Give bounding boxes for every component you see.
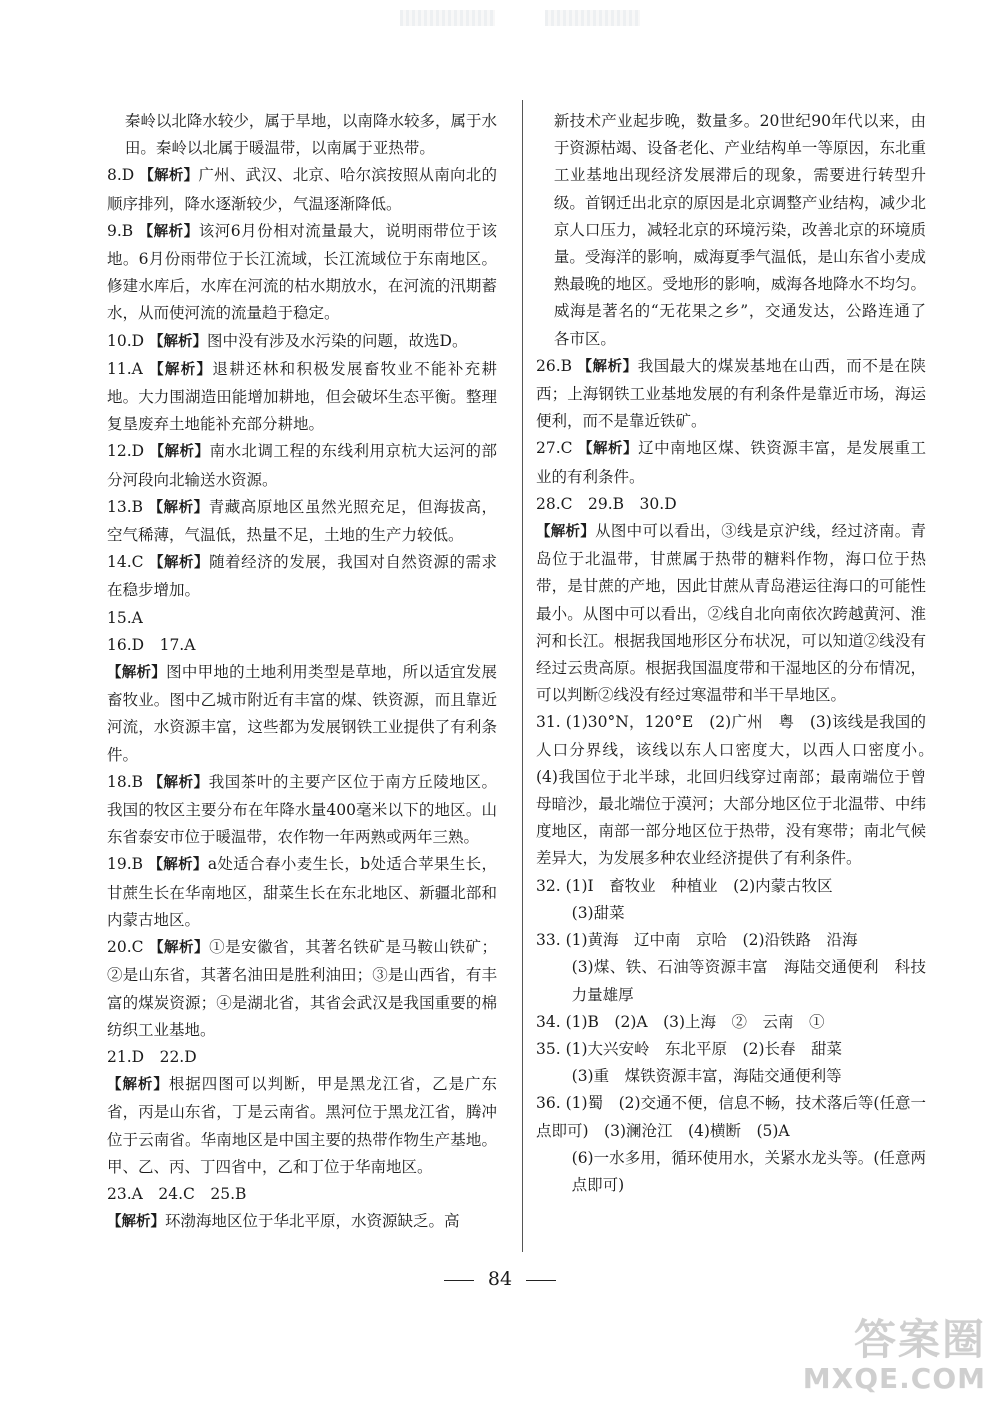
answer-item bbox=[107, 934, 497, 1044]
right-answer-column bbox=[536, 108, 942, 1199]
answer-item bbox=[107, 659, 497, 769]
analysis-tag: 【解析】 bbox=[138, 223, 199, 240]
answer-number: 11.A bbox=[107, 359, 150, 378]
answer-number: 18.B bbox=[107, 772, 149, 791]
answer-text: 青藏高原地区虽然光照充足，但海拔高，空气稀薄，气温低，热量不足，土地的生产力较低。 bbox=[107, 497, 497, 545]
analysis-tag: 【解析】 bbox=[149, 333, 208, 350]
analysis-tag: 【解析】 bbox=[536, 524, 596, 541]
answer-number: 19.B bbox=[107, 855, 149, 874]
top-scan-mark bbox=[400, 10, 495, 26]
analysis-tag: 【解析】 bbox=[139, 168, 199, 185]
watermark-title: 答案圈 bbox=[853, 1315, 986, 1364]
analysis-tag: 【解析】 bbox=[148, 857, 208, 874]
answer-text: (3)甜菜 bbox=[571, 903, 625, 922]
answer-item bbox=[107, 438, 497, 493]
answer-text: 我国茶叶的主要产区位于南方丘陵地区。我国的牧区主要分布在年降水量400毫米以下的地区。山东省泰安市位于暖温带，农作物一年两熟或两年三熟。 bbox=[107, 772, 497, 847]
answer-item bbox=[107, 218, 497, 328]
analysis-tag: 【解析】 bbox=[149, 444, 210, 461]
answer-item bbox=[107, 328, 497, 356]
answer-text: 辽中南地区煤、铁资源丰富，是发展重工业的有利条件。 bbox=[536, 439, 927, 486]
answer-item bbox=[107, 1071, 497, 1181]
answer-number: 20.C bbox=[107, 938, 149, 957]
answer-text: 退耕还林和积极发展畜牧业不能补充耕地。大力围湖造田能增加耕地，但会破坏生态平衡。整理复垦废弃土地能补充部分耕地。 bbox=[107, 359, 497, 434]
answer-number: 16.D 17.A bbox=[107, 635, 196, 654]
answer-text: a处适合春小麦生长，b处适合苹果生长，甘蔗生长在华南地区，甜菜生长在东北地区、新疆北部和内蒙古地区。 bbox=[107, 855, 498, 929]
answer-item bbox=[536, 900, 926, 927]
answer-text: 环渤海地区位于华北平原，水资源缺乏。高 bbox=[165, 1212, 460, 1231]
answer-text: 我国最大的煤炭基地在山西，而不是在陕西；上海钢铁工业基地发展的有利条件是靠近市场，海运便利，而不是靠近铁矿。 bbox=[536, 356, 926, 431]
answer-text: (1)B (2)A (3)上海 ② 云南 ① bbox=[565, 1012, 825, 1031]
answer-number: 8.D bbox=[107, 166, 140, 185]
answer-text: 该河6月份相对流量最大，说明雨带位于该地。6月份雨带位于长江流域，长江流域位于东南地区。修建水库后，水库在河流的枯水期放水，在河流的汛期蓄水，从而使河流的流量趋于稳定。 bbox=[107, 221, 498, 323]
answer-item bbox=[107, 108, 497, 162]
answer-number: 26.B bbox=[536, 356, 578, 375]
answer-number: 23.A 24.C 25.B bbox=[107, 1184, 247, 1203]
answer-item bbox=[536, 491, 926, 518]
answer-number: 35. bbox=[536, 1039, 566, 1058]
answer-text: 秦岭以北降水较少，属于旱地，以南降水较多，属于水田。秦岭以北属于暖温带，以南属于亚热带。 bbox=[124, 112, 497, 158]
answer-item bbox=[536, 927, 926, 954]
answer-item bbox=[107, 356, 497, 439]
analysis-tag: 【解析】 bbox=[577, 358, 638, 375]
left-answer-column bbox=[107, 108, 497, 1236]
answer-item bbox=[536, 108, 926, 353]
answer-number: 21.D 22.D bbox=[107, 1047, 197, 1066]
answer-number: 10.D bbox=[107, 331, 150, 350]
analysis-tag: 【解析】 bbox=[577, 441, 639, 458]
page-number-dash bbox=[444, 1280, 474, 1281]
answer-number: 14.C bbox=[107, 553, 149, 572]
answer-item bbox=[107, 494, 497, 549]
answer-item bbox=[536, 518, 926, 709]
answer-text: (6)一水多用，循环使用水，关紧水龙头等。(任意两点即可) bbox=[571, 1148, 926, 1194]
answer-item bbox=[536, 1063, 926, 1090]
answer-number: 28.C 29.B 30.D bbox=[536, 494, 677, 513]
analysis-tag: 【解析】 bbox=[148, 940, 210, 957]
page-number-dash bbox=[526, 1280, 556, 1281]
analysis-tag: 【解析】 bbox=[149, 361, 213, 378]
answer-number: 31. bbox=[536, 713, 566, 732]
analysis-tag: 【解析】 bbox=[107, 1077, 169, 1094]
answer-number: 15.A bbox=[107, 608, 143, 627]
answer-item bbox=[107, 632, 497, 659]
answer-item bbox=[107, 549, 497, 604]
answer-text: (3)重 煤铁资源丰富，海陆交通便利等 bbox=[571, 1067, 842, 1086]
answer-item bbox=[107, 769, 497, 852]
answer-item bbox=[107, 162, 497, 217]
answer-item bbox=[536, 435, 926, 490]
page-number bbox=[0, 1268, 1000, 1290]
answer-item bbox=[536, 1036, 926, 1063]
answer-text: (1)蜀 (2)交通不便，信息不畅，技术落后等(任意一点即可) (3)澜沧江 (4)横断 (5)A bbox=[536, 1094, 927, 1140]
answer-text: 新技术产业起步晚，数量多。20世纪90年代以来，由于资源枯竭、设备老化、产业结构单一等原因，东北重工业基地出现经济发展滞后的现象，需要进行转型升级。首钢迁出北京的原因是北京调整产业结构，减少北京人口压力，减轻北京的环境污染，改善北京的环境质量。受海洋的影响，威海夏季气温低，是山东省小麦成熟最晚的地区。受地形的影响，威海各地降水不均匀。威海是著名的“无花果之乡”，交通发达，公路连通了各市区。 bbox=[553, 112, 926, 348]
answer-number: 27.C bbox=[536, 439, 578, 458]
answer-text: 随着经济的发展，我国对自然资源的需求在稳步增加。 bbox=[107, 553, 498, 600]
answer-item bbox=[536, 1009, 926, 1036]
answer-item bbox=[536, 954, 926, 1008]
answer-text: (1)大兴安岭 东北平原 (2)长春 甜菜 bbox=[565, 1039, 842, 1058]
answer-item bbox=[107, 1208, 497, 1236]
answer-text: (1)黄海 辽中南 京哈 (2)沿铁路 沿海 bbox=[565, 931, 858, 950]
answer-text: 从图中可以看出，③线是京沪线，经过济南。青岛位于北温带，甘蔗属于热带的糖料作物，海口位于热带，是甘蔗的产地，因此甘蔗从青岛港运往海口的可能性最小。从图中可以看出，②线自北向南依次跨越黄河、淮河和长江。根据我国地形区分布状况，可以知道②线没有经过云贵高原。根据我国温度带和干湿地区的分布情况，可以判断②线没有经过寒温带和半干旱地区。 bbox=[536, 522, 926, 705]
answer-number: 34. bbox=[536, 1012, 566, 1031]
analysis-tag: 【解析】 bbox=[148, 774, 209, 791]
answer-item bbox=[536, 709, 942, 872]
answer-number: 33. bbox=[536, 931, 566, 950]
analysis-tag: 【解析】 bbox=[107, 1214, 165, 1231]
watermark-url: MXQE.COM bbox=[802, 1362, 986, 1395]
answer-number: 13.B bbox=[107, 497, 149, 516]
answer-number: 32. bbox=[536, 876, 566, 895]
answer-item bbox=[536, 1090, 926, 1144]
answer-item bbox=[536, 873, 926, 900]
answer-text: (3)煤、铁、石油等资源丰富 海陆交通便利 科技力量雄厚 bbox=[571, 958, 926, 1004]
answer-item bbox=[536, 353, 926, 436]
answer-text: 根据四图可以判断，甲是黑龙江省，乙是广东省，丙是山东省，丁是云南省。黑河位于黑龙江省，腾冲位于云南省。华南地区是中国主要的热带作物生产基地。甲、乙、丙、丁四省中，乙和丁位于华南地区。 bbox=[107, 1075, 497, 1176]
answer-text: ①是安徽省，其著名铁矿是马鞍山铁矿；②是山东省，其著名油田是胜利油田；③是山西省，有丰富的煤炭资源；④是湖北省，其省会武汉是我国重要的棉纺织工业基地。 bbox=[107, 938, 498, 1039]
answer-text: 广州、武汉、北京、哈尔滨按照从南向北的顺序排列，降水逐渐较少，气温逐渐降低。 bbox=[107, 166, 497, 213]
page-number-text: 84 bbox=[487, 1268, 513, 1290]
answer-text: (1)30°N，120°E (2)广州 粤 (3)该线是我国的人口分界线，该线以东人口密度大，以西人口密度小。 (4)我国位于北半球，北回归线穿过南部；最南端位于曾母暗沙，最北端位于漠河；大部分地区位于北温带、中纬度地区，南部一部分地区位于热带，没有寒带；南北气候差异大，为发展多种农业经济提供了有利条件。 bbox=[536, 713, 942, 868]
answer-text: (1)Ⅰ 畜牧业 种植业 (2)内蒙古牧区 bbox=[565, 876, 833, 895]
answer-text: 图中甲地的土地利用类型是草地，所以适宜发展畜牧业。图中乙城市附近有丰富的煤、铁资源，而且靠近河流，水资源丰富，这些都为发展钢铁工业提供了有利条件。 bbox=[107, 663, 497, 764]
watermark-logo bbox=[802, 1315, 986, 1395]
top-scan-mark bbox=[545, 10, 640, 26]
answer-text: 南水北调工程的东线利用京杭大运河的部分河段向北输送水资源。 bbox=[107, 442, 497, 489]
answer-number: 12.D bbox=[107, 442, 150, 461]
answer-number: 36. bbox=[536, 1094, 566, 1113]
column-divider bbox=[522, 100, 523, 1252]
analysis-tag: 【解析】 bbox=[148, 499, 209, 516]
answer-item bbox=[107, 851, 497, 934]
answer-number: 9.B bbox=[107, 221, 139, 240]
answer-item bbox=[107, 1044, 497, 1071]
answer-item bbox=[536, 1145, 926, 1199]
analysis-tag: 【解析】 bbox=[148, 555, 210, 572]
answer-text: 图中没有涉及水污染的问题，故选D。 bbox=[207, 331, 468, 350]
answer-item bbox=[107, 605, 497, 632]
analysis-tag: 【解析】 bbox=[107, 665, 167, 682]
answer-item bbox=[107, 1181, 497, 1208]
